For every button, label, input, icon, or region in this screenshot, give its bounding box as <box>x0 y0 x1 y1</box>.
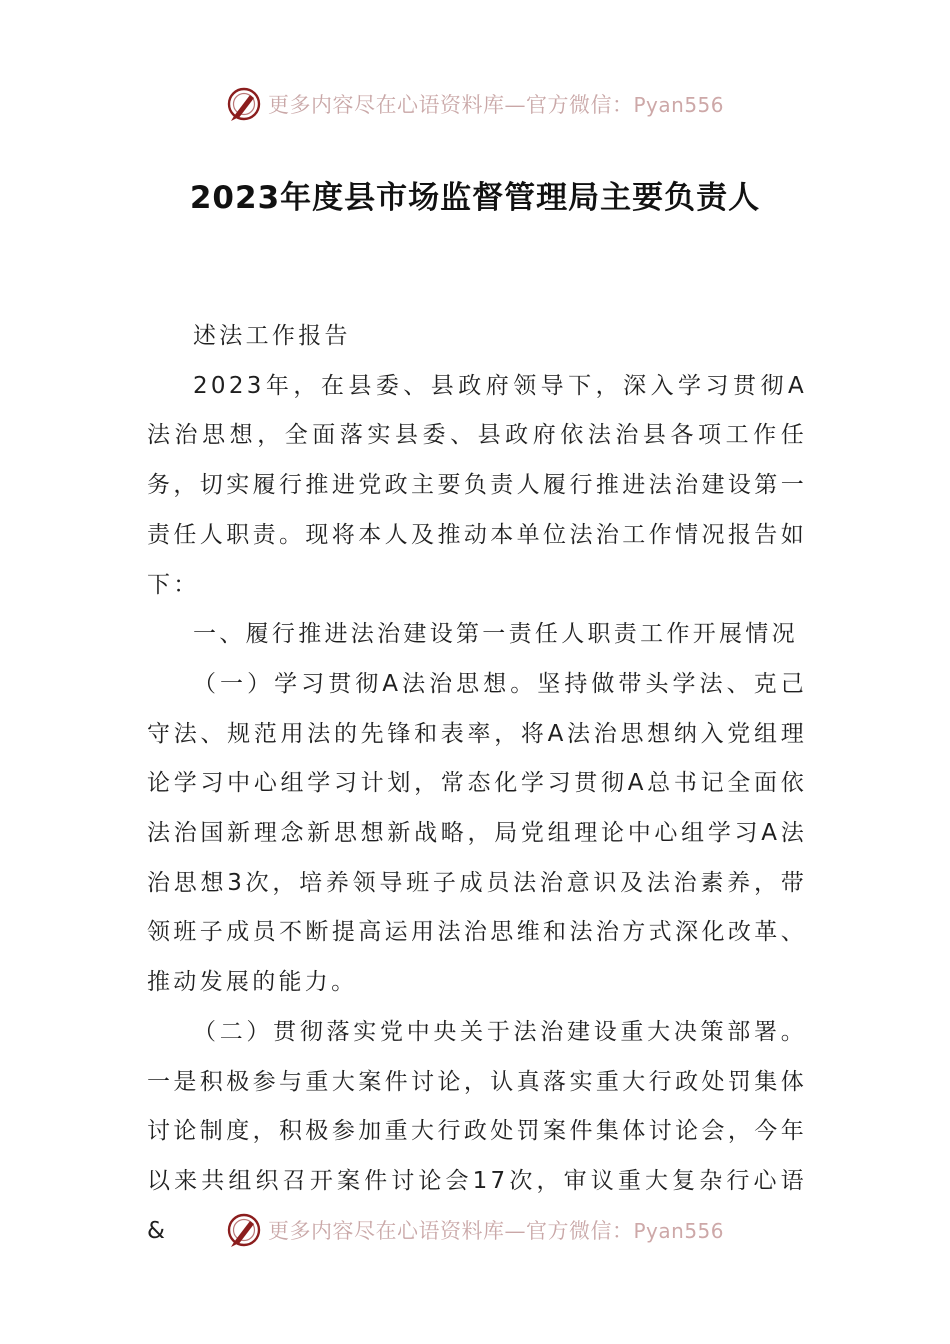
paragraph-intro: 2023年，在县委、县政府领导下，深入学习贯彻A法治思想，全面落实县委、县政府依法治县各项工作任务，切实履行推进党政主要负责人履行推进法治建设第一责任人职责。现将本人及推动本单位法治工作情况报告如下： <box>147 372 807 598</box>
document-title: 2023年度县市场监督管理局主要负责人 <box>189 180 761 216</box>
paragraph-section-1-1: （一）学习贯彻A法治思想。坚持做带头学法、克己守法、规范用法的先锋和表率，将A法治思想纳入党组理论学习中心组学习计划，常态化学习贯彻A总书记全面依法治国新理念新思想新战略，局党组理论中心组学习A法治思想3次，培养领导班子成员法治意识及法治素养，带领班子成员不断提高运用法治思维和法治方式深化改革、推动发展的能力。 <box>147 670 807 996</box>
watermark-wechat-id: Pyan556 <box>633 1219 724 1243</box>
document-subtitle: 述法工作报告 <box>193 323 351 349</box>
document-body <box>147 312 807 1256</box>
pen-circle-logo-icon <box>226 1212 262 1248</box>
pen-circle-logo-icon <box>226 86 262 122</box>
header-watermark <box>0 82 950 126</box>
section-heading-1: 一、履行推进法治建设第一责任人职责工作开展情况 <box>193 621 798 648</box>
paragraph-section-1-2: （二）贯彻落实党中央关于法治建设重大决策部署。一是积极参与重大案件讨论，认真落实重大行政处罚集体讨论制度，积极参加重大行政处罚案件集体讨论会，今年以来共组织召开案件讨论会17次，审议重大复杂行心语& <box>147 1018 807 1244</box>
watermark-text: 更多内容尽在心语资料库—官方微信：Pyan556 <box>267 1219 724 1243</box>
watermark-text: 更多内容尽在心语资料库—官方微信：Pyan556 <box>267 93 724 117</box>
watermark-wechat-id: Pyan556 <box>633 93 724 117</box>
footer-watermark <box>0 1208 950 1252</box>
